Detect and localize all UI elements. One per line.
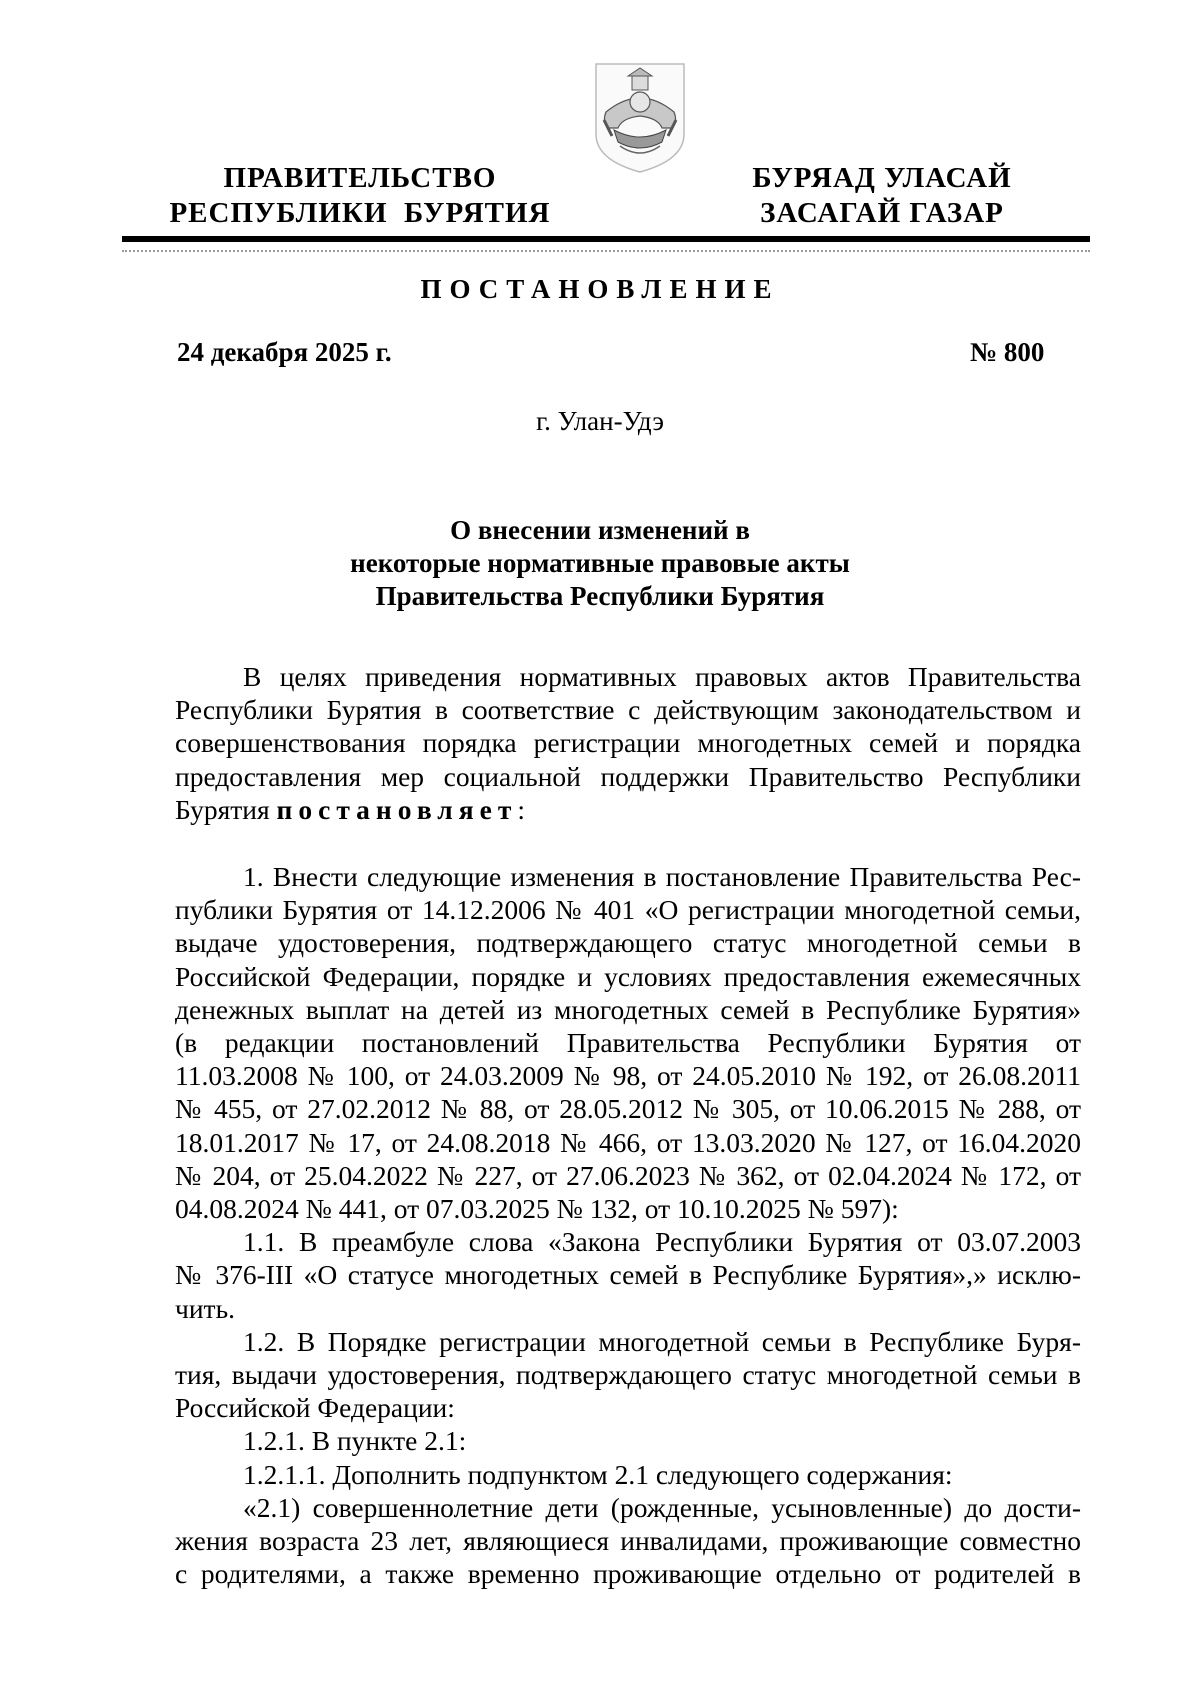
- document-type: ПОСТАНОВЛЕНИЕ: [420, 274, 780, 304]
- section-line: 1. Внести следующие изменения в постановление Правительства Рес-: [243, 861, 1081, 892]
- section-line: № 376-III «О статусе многодетных семей в Республике Бурятия»,» исклю-: [175, 1259, 1081, 1291]
- government-name-buryat-line-2: ЗАСАГАЙ ГАЗАР: [760, 197, 1004, 229]
- document-date: 24 декабря 2025 г.: [177, 337, 392, 367]
- preamble-line: Республики Бурятия в соответствие с действующим законодательством и: [175, 694, 1081, 726]
- section-line: 1.1. В преамбуле слова «Закона Республики Бурятия от 03.07.2003: [243, 1226, 1081, 1258]
- preamble-line: совершенствования порядка регистрации многодетных семей и порядка: [175, 727, 1081, 759]
- government-name-line-2: РЕСПУБЛИКИ БУРЯТИЯ: [169, 197, 551, 229]
- section-1: [175, 860, 1081, 1590]
- section-line: с родителями, а также временно проживающие отдельно от родителей в: [175, 1558, 1081, 1590]
- document-number: № 800: [970, 337, 1045, 367]
- section-line: «2.1) совершеннолетние дети (рожденные, усыновленные) до дости-: [243, 1491, 1081, 1523]
- document-title-line: некоторые нормативные правовые акты: [350, 548, 850, 578]
- document-title: [300, 514, 900, 613]
- section-line: выдаче удостоверения, подтверждающего статус многодетной семьи в: [175, 927, 1081, 959]
- section-line: тия, выдачи удостоверения, подтверждающего статус многодетной семьи в: [175, 1359, 1081, 1391]
- section-line: жения возраста 23 лет, являющиеся инвалидами, проживающие совместно: [175, 1525, 1081, 1557]
- section-line: денежных выплат на детей из многодетных семей в Республике Бурятия»: [175, 993, 1081, 1025]
- document-city: г. Улан-Удэ: [536, 406, 664, 436]
- government-name-buryat: [742, 161, 1022, 231]
- document-title-line: Правительства Республики Бурятия: [375, 581, 825, 611]
- preamble-line: В целях приведения нормативных правовых актов Правительства: [243, 661, 1081, 692]
- document-title-line: О внесении изменений в: [450, 515, 750, 545]
- section-line: Российской Федерации:: [175, 1392, 455, 1424]
- section-line: (в редакции постановлений Правительства Республики Бурятия от: [175, 1027, 1081, 1059]
- section-line: № 204, от 25.04.2022 № 227, от 27.06.2023 № 362, от 02.04.2024 № 172, от: [175, 1159, 1081, 1191]
- section-line: публики Бурятия от 14.12.2006 № 401 «О регистрации многодетной семьи,: [175, 894, 1081, 926]
- section-line: 1.2.1.1. Дополнить подпунктом 2.1 следующего содержания:: [243, 1458, 953, 1490]
- resolves-colon: :: [517, 793, 525, 825]
- section-line: чить.: [175, 1292, 235, 1324]
- coat-of-arms-icon: [592, 56, 688, 174]
- section-line: 1.2.1. В пункте 2.1:: [243, 1425, 467, 1457]
- preamble-line: предоставления мер социальной поддержки Правительство Республики: [175, 760, 1081, 792]
- government-name-line-1: ПРАВИТЕЛЬСТВО: [223, 162, 497, 194]
- resolves-word: постановляет: [276, 793, 518, 825]
- preamble-paragraph: [175, 660, 1081, 826]
- preamble-last-line: [175, 793, 1081, 826]
- section-line: 11.03.2008 № 100, от 24.03.2009 № 98, от 24.05.2010 № 192, от 26.08.2011: [175, 1060, 1081, 1092]
- header-rule-thin: [122, 250, 1090, 252]
- section-line: № 455, от 27.02.2012 № 88, от 28.05.2012 № 305, от 10.06.2015 № 288, от: [175, 1093, 1081, 1125]
- preamble-last-text: Бурятия: [175, 793, 277, 825]
- section-line: 1.2. В Порядке регистрации многодетной семьи в Республике Буря-: [243, 1325, 1081, 1357]
- government-name-buryat-line-1: БУРЯАД УЛАСАЙ: [752, 162, 1012, 194]
- government-name-russian: [160, 161, 560, 231]
- section-line: 04.08.2024 № 441, от 07.03.2025 № 132, от 10.10.2025 № 597):: [175, 1193, 899, 1225]
- section-line: Российской Федерации, порядке и условиях предоставления ежемесячных: [175, 960, 1081, 992]
- section-line: 18.01.2017 № 17, от 24.08.2018 № 466, от 13.03.2020 № 127, от 16.04.2020: [175, 1126, 1081, 1158]
- header-rule-thick: [122, 236, 1090, 242]
